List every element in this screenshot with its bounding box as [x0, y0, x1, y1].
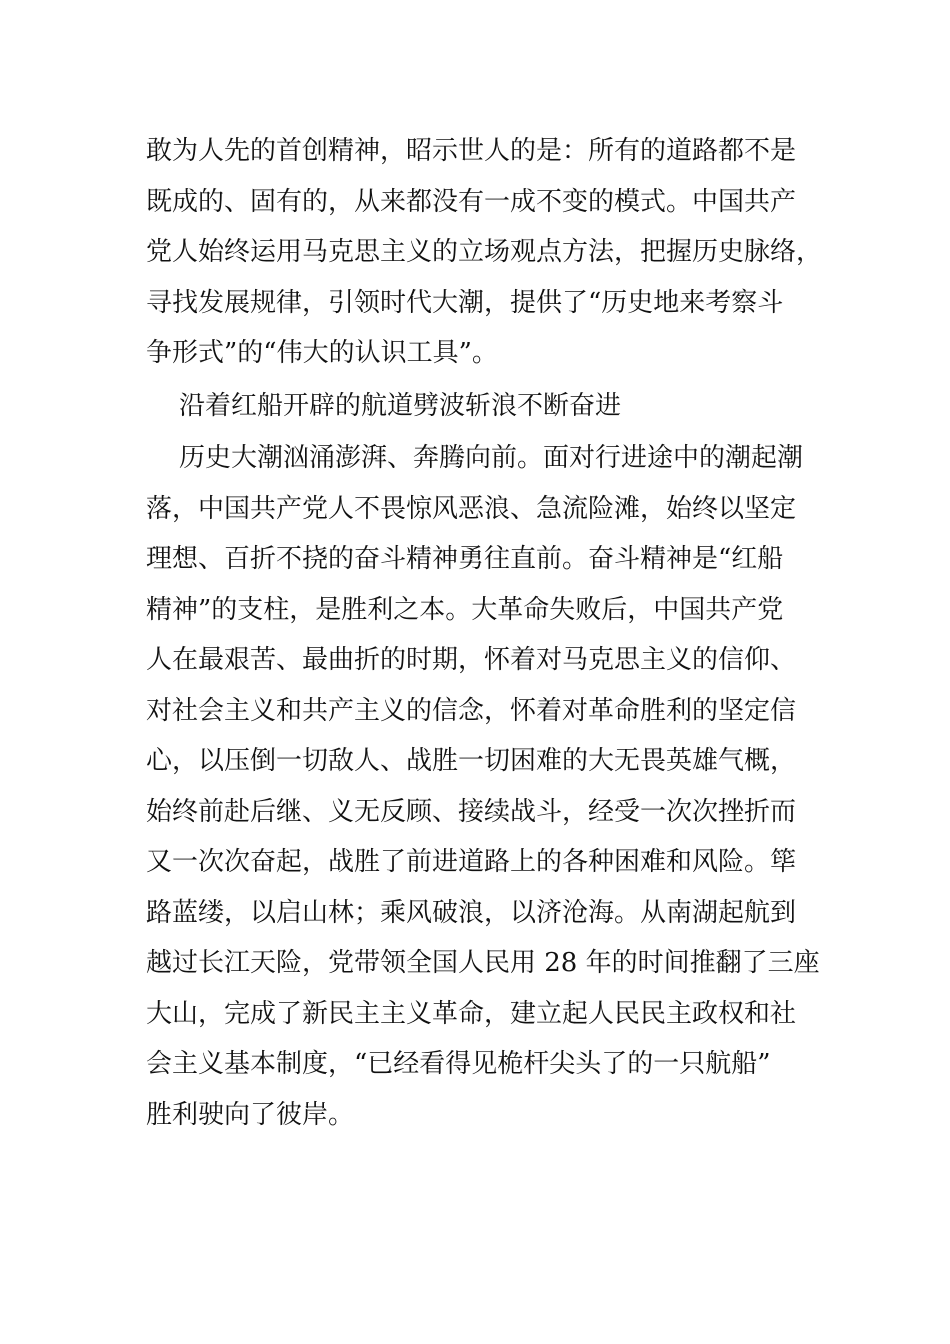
text-line: 路蓝缕，以启山林；乘风破浪，以济沧海。从南湖起航到	[146, 897, 797, 928]
text-line: 历史大潮汹涌澎湃、奔腾向前。面对行进途中的潮起潮	[179, 443, 804, 473]
text-line: 越过长江天险，党带领全国人民用 28 年的时间推翻了三座	[146, 948, 820, 978]
text-line: 心，以压倒一切敌人、战胜一切困难的大无畏英雄气概，	[146, 746, 797, 776]
section-heading: 沿着红船开辟的航道劈波斩浪不断奋进	[179, 390, 622, 421]
text-line: 会主义基本制度，“已经看得见桅杆尖头了的一只航船”	[146, 1049, 771, 1079]
text-line: 胜利驶向了彼岸。	[146, 1099, 355, 1130]
paragraph-1	[146, 126, 823, 379]
text-line: 落，中国共产党人不畏惊风恶浪、急流险滩，始终以坚定	[146, 493, 797, 524]
paragraph-2	[146, 433, 820, 1140]
text-line: 又一次次奋起，战胜了前进道路上的各种困难和风险。筚	[146, 847, 797, 877]
text-line: 人在最艰苦、最曲折的时期，怀着对马克思主义的信仰、	[146, 645, 797, 675]
text-line: 精神”的支柱，是胜利之本。大革命失败后，中国共产党	[146, 594, 784, 625]
text-line: 寻找发展规律，引领时代大潮，提供了“历史地来考察斗	[146, 287, 784, 318]
document-body	[146, 126, 823, 1140]
text-line: 党人始终运用马克思主义的立场观点方法，把握历史脉络，	[146, 237, 823, 267]
text-line: 争形式”的“伟大的认识工具”。	[146, 338, 498, 368]
text-line: 大山，完成了新民主主义革命，建立起人民民主政权和社	[146, 998, 797, 1029]
text-line: 始终前赴后继、义无反顾、接续战斗，经受一次次挫折而	[146, 796, 797, 827]
text-line: 敢为人先的首创精神，昭示世人的是：所有的道路都不是	[146, 136, 797, 166]
text-line: 既成的、固有的，从来都没有一成不变的模式。中国共产	[146, 186, 797, 217]
text-line: 理想、百折不挠的奋斗精神勇往直前。奋斗精神是“红船	[146, 544, 784, 574]
text-line: 对社会主义和共产主义的信念，怀着对革命胜利的坚定信	[146, 695, 797, 726]
